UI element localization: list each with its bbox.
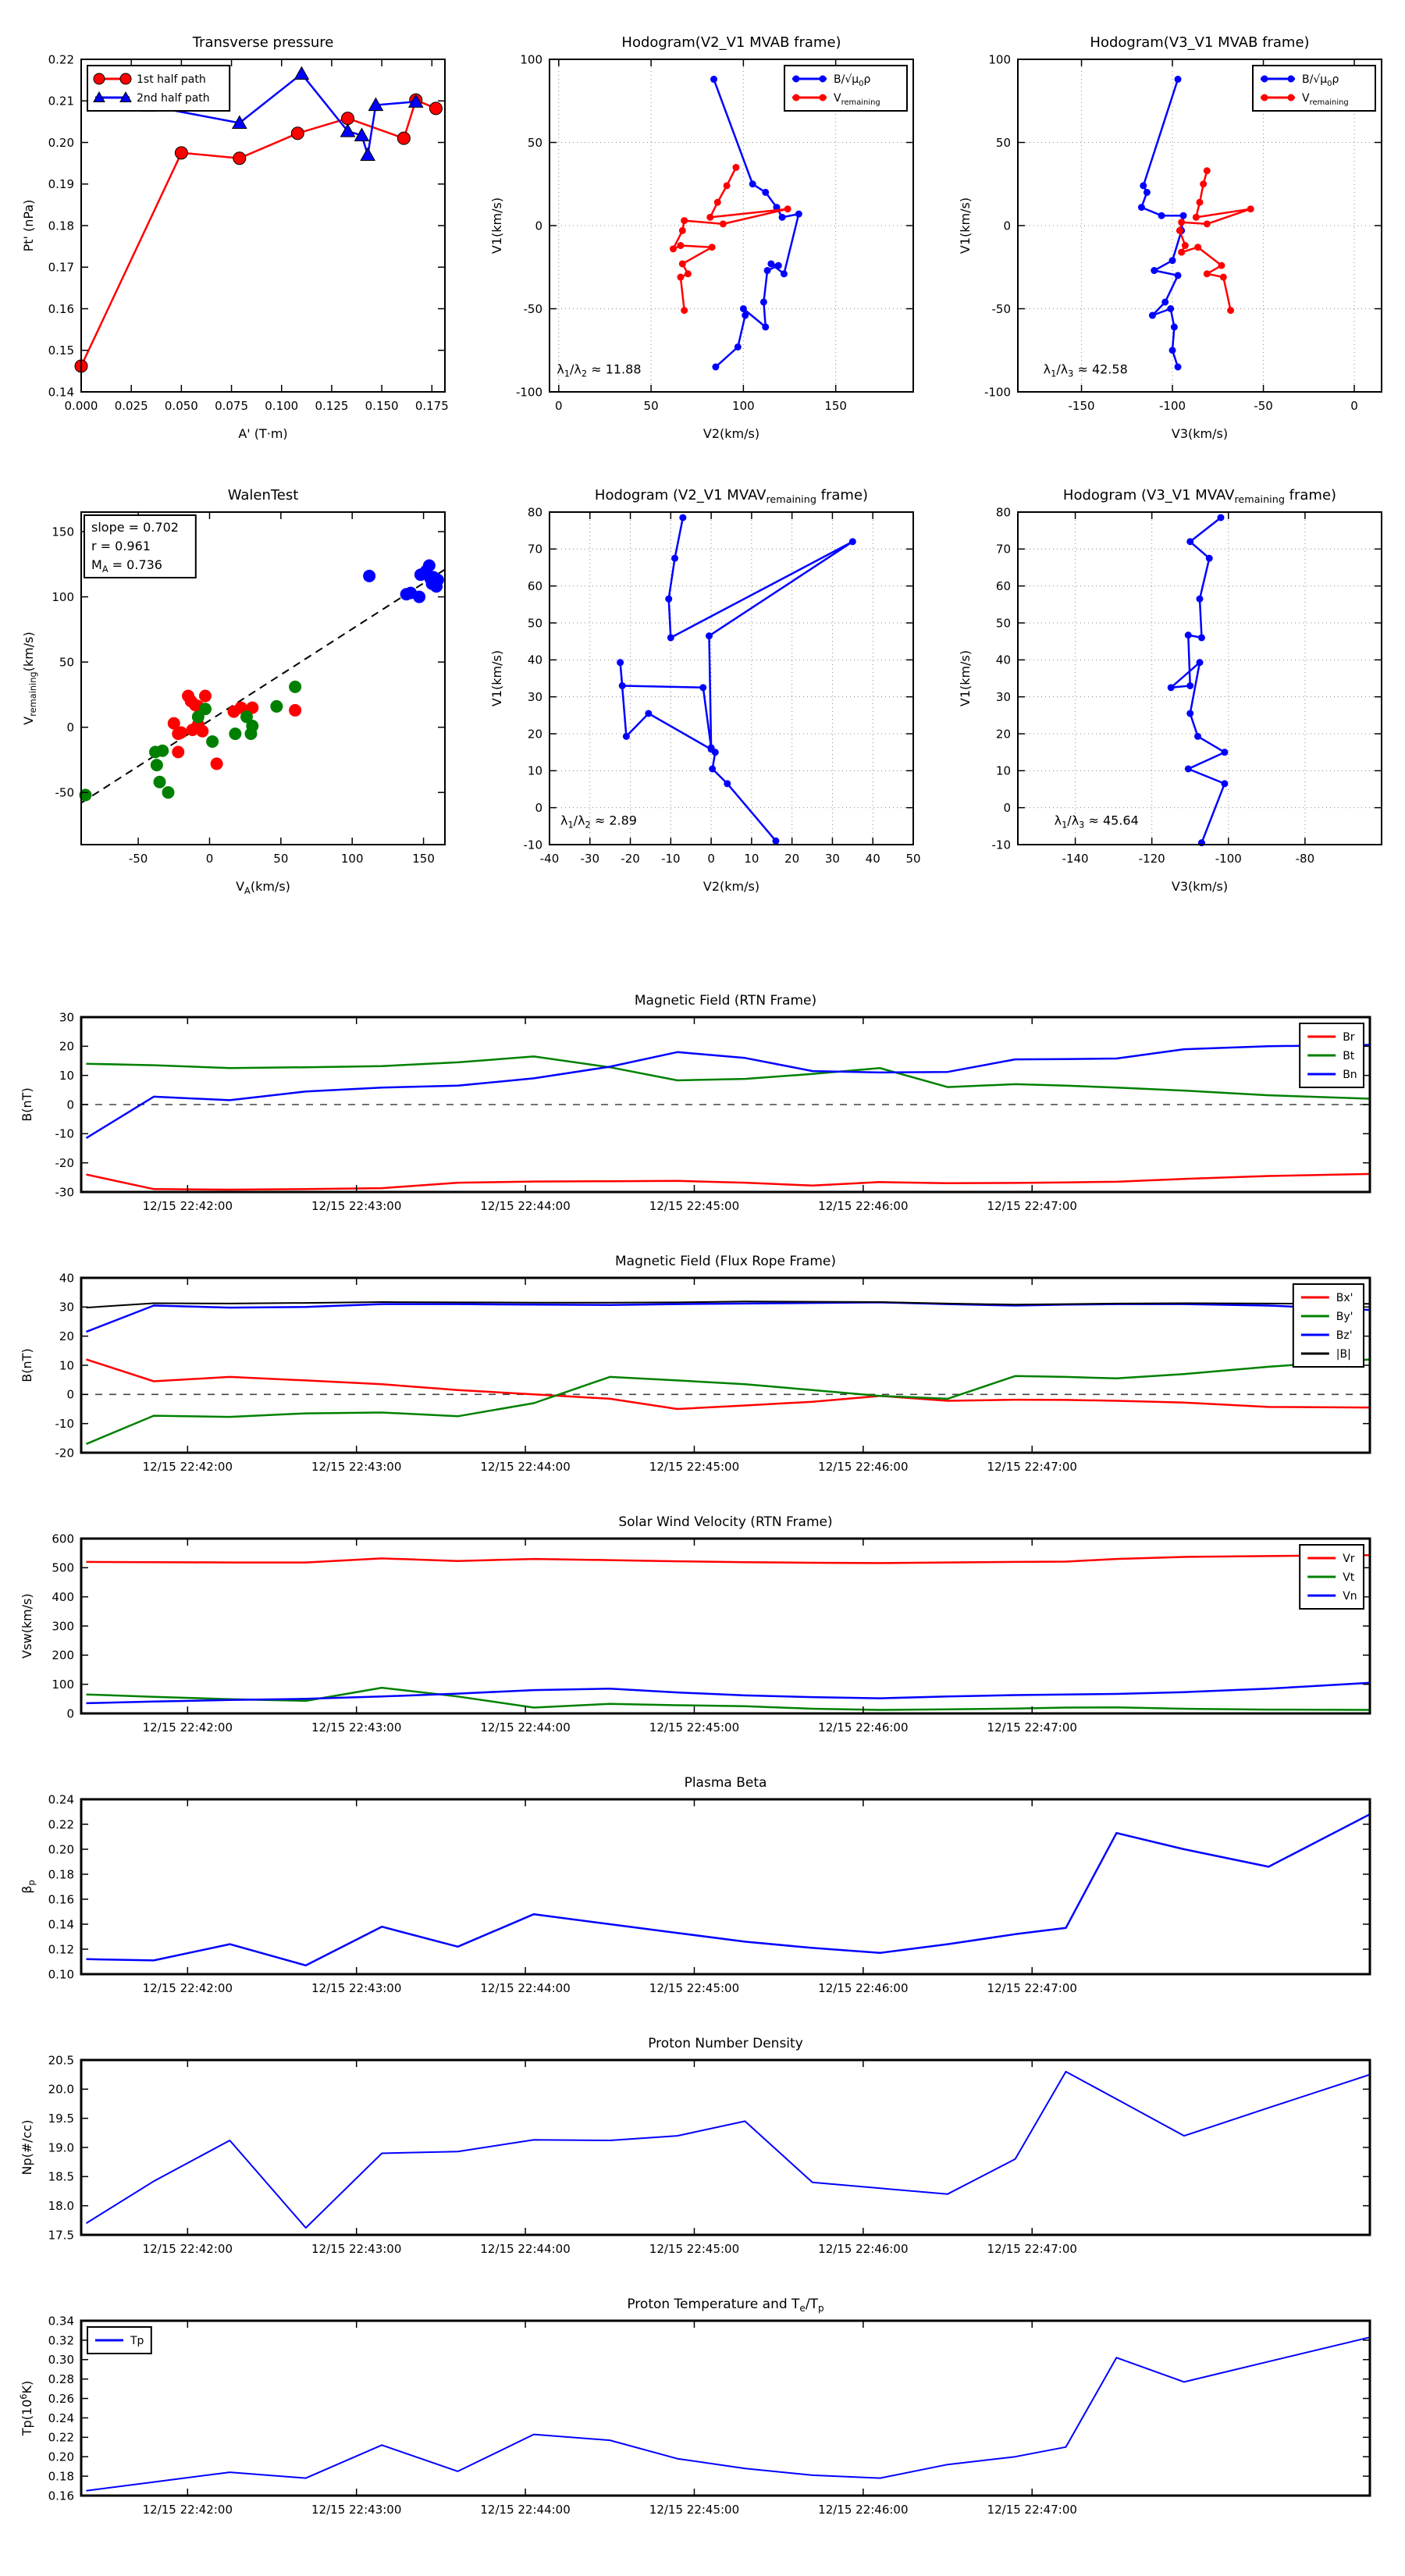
svg-text:0.125: 0.125	[315, 399, 349, 413]
svg-text:12/15 22:43:00: 12/15 22:43:00	[311, 1720, 402, 1735]
svg-text:βp: $\beta_p$	[20, 1880, 37, 1894]
svg-text:Vr: Vr	[1343, 1553, 1355, 1566]
svg-text:-40: -40	[539, 852, 560, 866]
svg-text:0: 0	[66, 1706, 74, 1721]
svg-text:18.0: 18.0	[48, 2199, 74, 2214]
svg-text:40: 40	[59, 1271, 74, 1286]
svg-text:12/15 22:43:00: 12/15 22:43:00	[311, 1199, 402, 1213]
svg-text:12/15 22:47:00: 12/15 22:47:00	[987, 1199, 1077, 1213]
svg-text:0.10: 0.10	[48, 1967, 74, 1982]
svg-text:Transverse pressure: Transverse pressure	[192, 34, 334, 51]
svg-text:12/15 22:45:00: 12/15 22:45:00	[649, 1199, 740, 1213]
svg-text:12/15 22:42:00: 12/15 22:42:00	[142, 2242, 233, 2256]
svg-text:V3(km/s): V3(km/s)	[1171, 426, 1229, 441]
svg-text:100: 100	[732, 399, 755, 413]
svg-text:0: 0	[1350, 399, 1358, 413]
svg-text:0: 0	[66, 1098, 74, 1112]
svg-text:-50: -50	[1254, 399, 1273, 413]
svg-text:0.100: 0.100	[265, 399, 299, 413]
svg-text:-30: -30	[580, 852, 600, 866]
svg-text:12/15 22:44:00: 12/15 22:44:00	[480, 2503, 571, 2517]
svg-text:12/15 22:47:00: 12/15 22:47:00	[987, 2242, 1077, 2256]
svg-text:100: 100	[52, 589, 74, 604]
svg-text:Tp(106K): $Tp(10^6K)$	[18, 2380, 34, 2436]
chart-walen-test	[0, 464, 468, 913]
svg-text:12/15 22:44:00: 12/15 22:44:00	[480, 1460, 571, 1474]
svg-text:12/15 22:46:00: 12/15 22:46:00	[818, 1720, 909, 1735]
svg-text:12/15 22:43:00: 12/15 22:43:00	[311, 2242, 402, 2256]
svg-text:-20: -20	[55, 1156, 74, 1171]
svg-text:Bx': Bx'	[1336, 1292, 1353, 1305]
svg-text:-50: -50	[128, 852, 148, 866]
svg-text:20: 20	[995, 727, 1011, 742]
svg-text:0.22: 0.22	[48, 52, 74, 67]
svg-text:Proton Number Density: Proton Number Density	[648, 2036, 803, 2051]
svg-text:10: 10	[527, 763, 542, 778]
svg-text:80: 80	[995, 505, 1011, 520]
svg-text:12/15 22:42:00: 12/15 22:42:00	[142, 1199, 233, 1213]
svg-text:B(nT): B(nT)	[20, 1087, 34, 1122]
svg-text:12/15 22:42:00: 12/15 22:42:00	[142, 1981, 233, 1995]
svg-text:0.14: 0.14	[48, 385, 74, 400]
svg-text:0.12: 0.12	[48, 1942, 74, 1957]
svg-text:0.16: 0.16	[48, 301, 74, 316]
chart-proton-number-density	[0, 2015, 1405, 2275]
svg-text:100: 100	[340, 852, 364, 866]
svg-text:40: 40	[527, 653, 542, 667]
chart-plasma-beta	[0, 1754, 1405, 2015]
svg-text:Solar Wind Velocity (RTN Frame: Solar Wind Velocity (RTN Frame)	[618, 1514, 833, 1530]
svg-text:Bn: Bn	[1343, 1069, 1357, 1082]
svg-text:0.24: 0.24	[48, 2411, 74, 2425]
svg-text:Vn: Vn	[1343, 1590, 1357, 1603]
svg-text:400: 400	[52, 1590, 74, 1605]
svg-text:B(nT): B(nT)	[20, 1348, 34, 1382]
svg-text:-120: -120	[1138, 852, 1165, 866]
svg-text:50: 50	[527, 135, 542, 150]
svg-text:Bt: Bt	[1343, 1050, 1355, 1063]
svg-text:Hodogram (V2_V1 MVAVremaining: Hodogram (V2_V1 $MVAV_{remaining}$ frame)	[594, 487, 869, 506]
svg-text:-10: -10	[523, 838, 542, 852]
svg-text:V2(km/s): V2(km/s)	[702, 879, 760, 894]
svg-text:12/15 22:43:00: 12/15 22:43:00	[311, 2503, 402, 2517]
svg-text:Magnetic Field (Flux Rope Fram: Magnetic Field (Flux Rope Frame)	[615, 1254, 836, 1269]
svg-text:0.28: 0.28	[48, 2372, 74, 2387]
svg-text:19.0: 19.0	[48, 2140, 74, 2155]
svg-text:0: 0	[535, 801, 542, 816]
svg-text:0: 0	[1003, 219, 1011, 233]
svg-text:-10: -10	[55, 1126, 74, 1141]
svg-text:Hodogram(V2_V1 MVAB frame): Hodogram(V2_V1 MVAB frame)	[621, 34, 841, 51]
svg-text:0.34: 0.34	[48, 2314, 74, 2329]
svg-text:50: 50	[59, 655, 74, 670]
svg-text:0.14: 0.14	[48, 1917, 74, 1932]
svg-text:-100: -100	[1159, 399, 1186, 413]
svg-text:0.20: 0.20	[48, 135, 74, 150]
svg-text:V3(km/s): V3(km/s)	[1171, 879, 1229, 894]
svg-text:λ1/λ2 ≈ 2.89: $\lambda_1/\lambda_2 \approx 2.89$	[560, 813, 637, 831]
svg-text:12/15 22:45:00: 12/15 22:45:00	[649, 1720, 740, 1735]
svg-text:30: 30	[59, 1300, 74, 1315]
chart-proton-temperature	[0, 2275, 1405, 2536]
svg-text:10: 10	[59, 1069, 74, 1083]
svg-text:20: 20	[59, 1039, 74, 1054]
svg-text:V1(km/s): V1(km/s)	[958, 649, 973, 707]
svg-text:0: 0	[535, 219, 542, 233]
svg-text:Vt: Vt	[1343, 1571, 1355, 1585]
svg-text:λ1/λ3 ≈ 45.64: $\lambda_1/\lambda_3 \approx 45.64$	[1054, 813, 1139, 831]
svg-text:100: 100	[520, 52, 542, 67]
svg-text:50: 50	[643, 399, 659, 413]
svg-text:-100: -100	[1215, 852, 1242, 866]
svg-text:12/15 22:44:00: 12/15 22:44:00	[480, 1720, 571, 1735]
svg-text:Np(#/cc): Np(#/cc)	[20, 2119, 34, 2176]
svg-text:MA = 0.736: $M_A = 0.736$	[91, 557, 162, 575]
svg-text:60: 60	[527, 579, 542, 594]
svg-text:40: 40	[995, 653, 1011, 667]
svg-text:0: 0	[555, 399, 563, 413]
svg-text:12/15 22:43:00: 12/15 22:43:00	[311, 1460, 402, 1474]
svg-text:Vsw(km/s): Vsw(km/s)	[20, 1593, 34, 1659]
svg-text:V2(km/s): V2(km/s)	[702, 426, 760, 441]
svg-text:12/15 22:47:00: 12/15 22:47:00	[987, 1720, 1077, 1735]
svg-text:VA(km/s): $V_A(km/s)$	[236, 879, 290, 896]
svg-text:V1(km/s): V1(km/s)	[958, 197, 973, 254]
chart-hodogram-v2v1-mvav	[468, 464, 937, 913]
svg-text:150: 150	[412, 852, 435, 866]
svg-text:0.20: 0.20	[48, 2450, 74, 2464]
svg-text:20.5: 20.5	[48, 2053, 74, 2068]
svg-text:Bz': Bz'	[1336, 1329, 1353, 1343]
svg-text:-140: -140	[1062, 852, 1089, 866]
svg-text:12/15 22:45:00: 12/15 22:45:00	[649, 2503, 740, 2517]
svg-text:0.175: 0.175	[414, 399, 449, 413]
svg-text:30: 30	[59, 1010, 74, 1025]
svg-text:-100: -100	[984, 385, 1011, 400]
svg-text:10: 10	[995, 763, 1011, 778]
figure-row-1	[0, 11, 1405, 461]
svg-text:12/15 22:42:00: 12/15 22:42:00	[142, 2503, 233, 2517]
svg-text:20: 20	[784, 852, 800, 866]
svg-text:12/15 22:45:00: 12/15 22:45:00	[649, 1981, 740, 1995]
svg-text:V1(km/s): V1(km/s)	[489, 197, 504, 254]
svg-text:30: 30	[527, 690, 542, 705]
svg-text:17.5: 17.5	[48, 2228, 74, 2243]
svg-text:0.30: 0.30	[48, 2353, 74, 2368]
svg-text:600: 600	[52, 1532, 74, 1546]
svg-text:12/15 22:46:00: 12/15 22:46:00	[818, 2242, 909, 2256]
svg-text:500: 500	[52, 1560, 74, 1575]
svg-text:0: 0	[707, 852, 715, 866]
svg-text:-150: -150	[1068, 399, 1095, 413]
svg-text:50: 50	[273, 852, 289, 866]
svg-text:Proton Temperature and Te/Tp: Proton Temperature and $T_e/T_p$	[627, 2297, 824, 2314]
svg-text:λ1/λ2 ≈ 11.88: $\lambda_1/\lambda_2 \approx 11.88$	[557, 361, 642, 379]
svg-text:0.26: 0.26	[48, 2391, 74, 2406]
svg-text:30: 30	[995, 690, 1011, 705]
svg-text:0.15: 0.15	[48, 343, 74, 358]
svg-text:200: 200	[52, 1648, 74, 1663]
svg-text:0.050: 0.050	[164, 399, 198, 413]
svg-text:80: 80	[527, 505, 542, 520]
svg-text:-10: -10	[55, 1417, 74, 1432]
svg-text:0: 0	[66, 1387, 74, 1402]
svg-text:Hodogram (V3_V1 MVAVremaining: Hodogram (V3_V1 $MVAV_{remaining}$ frame)	[1062, 487, 1337, 506]
svg-text:-10: -10	[991, 838, 1011, 852]
svg-text:150: 150	[52, 525, 74, 539]
svg-text:12/15 22:43:00: 12/15 22:43:00	[311, 1981, 402, 1995]
svg-text:0.17: 0.17	[48, 260, 74, 275]
svg-text:60: 60	[995, 579, 1011, 594]
svg-text:-10: -10	[661, 852, 681, 866]
svg-text:0.000: 0.000	[64, 399, 98, 413]
svg-text:30: 30	[824, 852, 840, 866]
svg-text:0.20: 0.20	[48, 1842, 74, 1857]
svg-text:0.18: 0.18	[48, 219, 74, 233]
chart-magnetic-field-flux-rope	[0, 1233, 1405, 1493]
svg-text:100: 100	[988, 52, 1011, 67]
svg-text:λ1/λ3 ≈ 42.58: $\lambda_1/\lambda_3 \approx 42.58$	[1043, 361, 1128, 379]
svg-text:0.32: 0.32	[48, 2333, 74, 2348]
svg-text:Hodogram(V3_V1 MVAB frame): Hodogram(V3_V1 MVAB frame)	[1090, 34, 1310, 51]
svg-text:70: 70	[995, 542, 1011, 557]
svg-text:Magnetic Field (RTN Frame): Magnetic Field (RTN Frame)	[634, 993, 817, 1009]
svg-text:12/15 22:46:00: 12/15 22:46:00	[818, 1460, 909, 1474]
svg-text:20: 20	[527, 727, 542, 742]
svg-text:12/15 22:42:00: 12/15 22:42:00	[142, 1460, 233, 1474]
svg-text:12/15 22:42:00: 12/15 22:42:00	[142, 1720, 233, 1735]
svg-text:V1(km/s): V1(km/s)	[489, 649, 504, 707]
chart-magnetic-field-rtn	[0, 972, 1405, 1233]
svg-text:0.075: 0.075	[215, 399, 249, 413]
svg-text:WalenTest: WalenTest	[227, 487, 299, 503]
svg-text:300: 300	[52, 1619, 74, 1634]
svg-text:50: 50	[995, 135, 1011, 150]
svg-text:A' (T·m): A' (T·m)	[238, 426, 288, 441]
svg-text:-30: -30	[55, 1185, 74, 1200]
svg-text:20: 20	[59, 1329, 74, 1344]
chart-hodogram-v2v1-mvab	[468, 11, 937, 461]
svg-text:100: 100	[52, 1678, 74, 1692]
svg-text:-20: -20	[621, 852, 640, 866]
svg-text:12/15 22:47:00: 12/15 22:47:00	[987, 1981, 1077, 1995]
svg-text:0.21: 0.21	[48, 94, 74, 109]
svg-text:Br: Br	[1343, 1031, 1355, 1044]
svg-text:12/15 22:46:00: 12/15 22:46:00	[818, 2503, 909, 2517]
svg-text:12/15 22:44:00: 12/15 22:44:00	[480, 1199, 571, 1213]
svg-text:0.16: 0.16	[48, 2489, 74, 2503]
svg-text:12/15 22:47:00: 12/15 22:47:00	[987, 1460, 1077, 1474]
svg-text:18.5: 18.5	[48, 2169, 74, 2184]
svg-text:0: 0	[1003, 801, 1011, 816]
svg-text:2nd half path: 2nd half path	[137, 92, 210, 105]
svg-text:0.16: 0.16	[48, 1892, 74, 1907]
svg-text:12/15 22:47:00: 12/15 22:47:00	[987, 2503, 1077, 2517]
svg-text:0.18: 0.18	[48, 1867, 74, 1882]
chart-hodogram-v3v1-mvav	[937, 464, 1405, 913]
svg-text:|B|: |B|	[1336, 1348, 1351, 1361]
chart-solar-wind-velocity	[0, 1493, 1405, 1754]
chart-hodogram-v3v1-mvab	[937, 11, 1405, 461]
svg-text:B/√μ0ρ: $B/√\mu_0\rho$	[834, 73, 871, 89]
svg-text:0.025: 0.025	[114, 399, 148, 413]
svg-text:0: 0	[205, 852, 214, 866]
svg-text:50: 50	[905, 852, 921, 866]
svg-text:Vremaining(km/s): $V_{remaining}(km/s)$	[21, 632, 38, 725]
svg-text:0.150: 0.150	[365, 399, 399, 413]
svg-text:12/15 22:44:00: 12/15 22:44:00	[480, 2242, 571, 2256]
svg-text:20.0: 20.0	[48, 2082, 74, 2097]
svg-text:-20: -20	[55, 1446, 74, 1461]
svg-text:50: 50	[527, 616, 542, 631]
svg-text:B/√μ0ρ: $B/√\mu_0\rho$	[1302, 73, 1339, 89]
svg-text:By': By'	[1336, 1311, 1353, 1324]
figure-row-2	[0, 464, 1405, 913]
svg-text:-50: -50	[991, 301, 1011, 316]
svg-text:0: 0	[66, 720, 74, 735]
svg-text:0.22: 0.22	[48, 1817, 74, 1832]
svg-text:-50: -50	[55, 785, 74, 800]
svg-text:-50: -50	[523, 301, 542, 316]
svg-text:12/15 22:45:00: 12/15 22:45:00	[649, 1460, 740, 1474]
svg-text:10: 10	[59, 1358, 74, 1373]
svg-text:r = 0.961: r = 0.961	[91, 539, 151, 553]
svg-text:12/15 22:44:00: 12/15 22:44:00	[480, 1981, 571, 1995]
svg-text:12/15 22:45:00: 12/15 22:45:00	[649, 2242, 740, 2256]
svg-text:0.19: 0.19	[48, 177, 74, 192]
chart-transverse-pressure	[0, 11, 468, 461]
svg-text:1st half path: 1st half path	[137, 73, 206, 87]
svg-text:40: 40	[865, 852, 880, 866]
svg-text:70: 70	[527, 542, 542, 557]
svg-text:12/15 22:46:00: 12/15 22:46:00	[818, 1199, 909, 1213]
svg-text:Vremaining: $V_{remaining}$	[834, 92, 880, 108]
svg-text:12/15 22:46:00: 12/15 22:46:00	[818, 1981, 909, 1995]
svg-text:-80: -80	[1295, 852, 1315, 866]
svg-text:Tp: Tp	[130, 2335, 144, 2348]
svg-text:50: 50	[995, 616, 1011, 631]
svg-text:150: 150	[824, 399, 847, 413]
svg-text:0.18: 0.18	[48, 2469, 74, 2484]
svg-text:slope = 0.702: slope = 0.702	[91, 520, 179, 535]
svg-text:10: 10	[744, 852, 759, 866]
svg-text:-100: -100	[515, 385, 542, 400]
svg-text:0.24: 0.24	[48, 1792, 74, 1807]
svg-text:Vremaining: $V_{remaining}$	[1302, 92, 1349, 108]
svg-text:0.22: 0.22	[48, 2430, 74, 2445]
svg-text:Plasma Beta: Plasma Beta	[684, 1775, 767, 1791]
svg-text:19.5: 19.5	[48, 2112, 74, 2126]
svg-text:Pt' (nPa): Pt' (nPa)	[21, 199, 36, 252]
